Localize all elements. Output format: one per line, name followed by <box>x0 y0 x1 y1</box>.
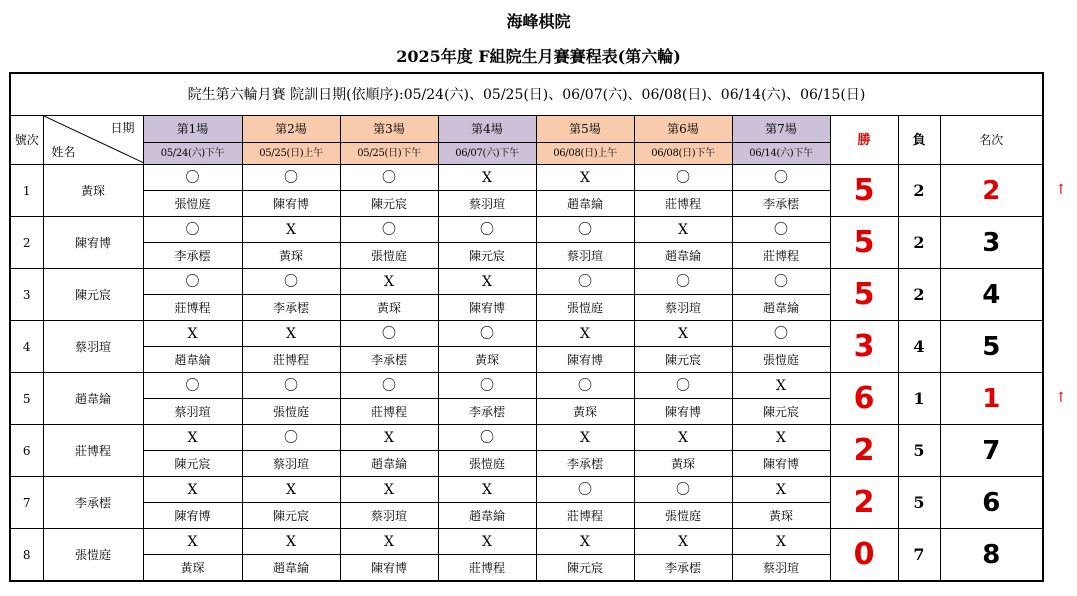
match-opponent: 李承橒 <box>634 555 732 582</box>
match-result: X <box>536 529 634 555</box>
match-result: X <box>242 477 340 503</box>
round-date: 06/08(日)下午 <box>634 143 732 165</box>
match-opponent: 莊博程 <box>634 191 732 217</box>
match-opponent: 莊博程 <box>732 243 830 269</box>
player-losses: 7 <box>898 529 940 582</box>
match-result: X <box>143 321 242 347</box>
match-result: 〇 <box>634 477 732 503</box>
match-opponent: 李承橒 <box>438 399 536 425</box>
match-opponent: 黃琛 <box>732 503 830 529</box>
match-result: 〇 <box>634 165 732 191</box>
match-opponent: 蔡羽瑄 <box>438 191 536 217</box>
match-opponent: 蔡羽瑄 <box>634 295 732 321</box>
match-opponent: 陳元宸 <box>634 347 732 373</box>
match-result: X <box>340 269 438 295</box>
match-opponent: 陳宥博 <box>340 555 438 582</box>
match-opponent: 趙韋綸 <box>634 243 732 269</box>
header-rank: 名次 <box>940 116 1043 165</box>
player-wins: 3 <box>830 321 898 373</box>
match-opponent: 陳宥博 <box>438 295 536 321</box>
match-result: 〇 <box>536 217 634 243</box>
match-result: 〇 <box>242 373 340 399</box>
match-opponent: 趙韋綸 <box>438 503 536 529</box>
match-result: X <box>438 529 536 555</box>
match-opponent: 陳宥博 <box>143 503 242 529</box>
match-result: X <box>536 165 634 191</box>
player-rank: 1 <box>940 373 1043 425</box>
match-result: X <box>143 477 242 503</box>
match-result: X <box>732 373 830 399</box>
match-opponent: 張愷庭 <box>438 451 536 477</box>
match-result: X <box>438 477 536 503</box>
match-result: 〇 <box>732 321 830 347</box>
match-result: X <box>732 477 830 503</box>
header-date: 日期 <box>110 121 135 135</box>
round-label: 第2場 <box>242 116 340 143</box>
page-title: 海峰棋院 <box>506 12 571 31</box>
rank-up-arrow-icon: ↑ <box>1055 181 1067 198</box>
match-opponent: 李承橒 <box>536 451 634 477</box>
match-result: 〇 <box>438 373 536 399</box>
player-wins: 6 <box>830 373 898 425</box>
player-no: 8 <box>10 529 43 582</box>
player-row <box>10 217 1043 243</box>
round-label: 第3場 <box>340 116 438 143</box>
match-opponent: 張愷庭 <box>536 295 634 321</box>
match-result: 〇 <box>634 269 732 295</box>
player-losses: 1 <box>898 373 940 425</box>
player-losses: 5 <box>898 425 940 477</box>
match-opponent: 李承橒 <box>340 347 438 373</box>
player-no: 7 <box>10 477 43 529</box>
round-date: 05/25(日)上午 <box>242 143 340 165</box>
match-result: 〇 <box>340 373 438 399</box>
match-result: X <box>438 269 536 295</box>
match-result: 〇 <box>340 165 438 191</box>
match-opponent: 蔡羽瑄 <box>536 243 634 269</box>
match-result: 〇 <box>143 217 242 243</box>
page-subtitle: 2025年度 F組院生月賽賽程表(第六輪) <box>396 47 681 66</box>
match-opponent: 張愷庭 <box>732 347 830 373</box>
match-opponent: 陳宥博 <box>242 191 340 217</box>
player-row <box>10 269 1043 295</box>
match-opponent: 黃琛 <box>438 347 536 373</box>
round-date: 06/07(六)下午 <box>438 143 536 165</box>
match-opponent: 陳宥博 <box>732 451 830 477</box>
match-opponent: 陳元宸 <box>143 451 242 477</box>
player-name: 蔡羽瑄 <box>43 321 143 373</box>
match-opponent: 黃琛 <box>340 295 438 321</box>
match-opponent: 黃琛 <box>536 399 634 425</box>
player-losses: 2 <box>898 165 940 217</box>
player-wins: 2 <box>830 425 898 477</box>
header-no: 號次 <box>10 116 43 165</box>
match-result: 〇 <box>242 269 340 295</box>
player-rank: 4 <box>940 269 1043 321</box>
match-opponent: 李承橒 <box>143 243 242 269</box>
match-opponent: 莊博程 <box>242 347 340 373</box>
round-date: 06/14(六)下午 <box>732 143 830 165</box>
schedule-banner: 院生第六輪月賽 院訓日期(依順序):05/24(六)、05/25(日)、06/07(六)、06/08(日)、06/14(六)、06/15(日) <box>10 73 1043 116</box>
match-result: 〇 <box>143 373 242 399</box>
match-result: 〇 <box>732 165 830 191</box>
player-wins: 2 <box>830 477 898 529</box>
match-opponent: 蔡羽瑄 <box>340 503 438 529</box>
match-opponent: 黃琛 <box>242 243 340 269</box>
match-result: 〇 <box>438 425 536 451</box>
player-wins: 5 <box>830 217 898 269</box>
match-result: X <box>634 529 732 555</box>
match-opponent: 莊博程 <box>340 399 438 425</box>
player-no: 3 <box>10 269 43 321</box>
header-name: 姓名 <box>51 145 76 159</box>
match-opponent: 陳元宸 <box>438 243 536 269</box>
match-result: X <box>340 529 438 555</box>
match-result: 〇 <box>536 373 634 399</box>
player-name: 莊博程 <box>43 425 143 477</box>
match-opponent: 張愷庭 <box>634 503 732 529</box>
player-row <box>10 477 1043 503</box>
match-result: X <box>438 165 536 191</box>
rank-up-arrow-icon: ↑ <box>1055 389 1067 406</box>
player-rank: 7 <box>940 425 1043 477</box>
match-opponent: 陳元宸 <box>732 399 830 425</box>
match-opponent: 莊博程 <box>536 503 634 529</box>
schedule-table <box>9 72 1044 582</box>
match-result: 〇 <box>732 217 830 243</box>
player-rank: 5 <box>940 321 1043 373</box>
player-wins: 5 <box>830 165 898 217</box>
match-result: 〇 <box>143 165 242 191</box>
match-result: X <box>732 529 830 555</box>
match-result: X <box>634 425 732 451</box>
match-opponent: 蔡羽瑄 <box>242 451 340 477</box>
match-result: X <box>242 321 340 347</box>
player-no: 2 <box>10 217 43 269</box>
round-date: 06/08(日)上午 <box>536 143 634 165</box>
match-opponent: 黃琛 <box>143 555 242 582</box>
player-row <box>10 165 1043 191</box>
match-result: X <box>143 529 242 555</box>
match-opponent: 蔡羽瑄 <box>143 399 242 425</box>
round-date: 05/24(六)下午 <box>143 143 242 165</box>
match-result: X <box>536 425 634 451</box>
match-opponent: 莊博程 <box>143 295 242 321</box>
match-result: X <box>536 321 634 347</box>
header-win: 勝 <box>830 116 898 165</box>
match-result: X <box>634 217 732 243</box>
player-row <box>10 373 1043 399</box>
player-name: 趙韋綸 <box>43 373 143 425</box>
player-rank: 6 <box>940 477 1043 529</box>
match-opponent: 趙韋綸 <box>536 191 634 217</box>
player-wins: 0 <box>830 529 898 582</box>
player-row <box>10 529 1043 555</box>
match-result: 〇 <box>242 425 340 451</box>
player-no: 4 <box>10 321 43 373</box>
match-result: X <box>634 321 732 347</box>
player-rank: 2 <box>940 165 1043 217</box>
round-date: 05/25(日)下午 <box>340 143 438 165</box>
header-diagonal-cell <box>43 116 143 165</box>
player-wins: 5 <box>830 269 898 321</box>
match-result: 〇 <box>634 373 732 399</box>
match-result: 〇 <box>143 269 242 295</box>
match-result: X <box>143 425 242 451</box>
player-losses: 5 <box>898 477 940 529</box>
player-name: 李承橒 <box>43 477 143 529</box>
match-opponent: 李承橒 <box>242 295 340 321</box>
header-loss: 負 <box>898 116 940 165</box>
match-opponent: 陳元宸 <box>340 191 438 217</box>
match-opponent: 陳元宸 <box>242 503 340 529</box>
match-result: X <box>242 217 340 243</box>
player-losses: 2 <box>898 269 940 321</box>
match-opponent: 趙韋綸 <box>340 451 438 477</box>
match-opponent: 趙韋綸 <box>143 347 242 373</box>
match-result: 〇 <box>242 165 340 191</box>
match-opponent: 趙韋綸 <box>242 555 340 582</box>
match-opponent: 趙韋綸 <box>732 295 830 321</box>
match-opponent: 陳元宸 <box>536 555 634 582</box>
match-result: X <box>732 425 830 451</box>
player-row <box>10 321 1043 347</box>
player-name: 陳宥博 <box>43 217 143 269</box>
round-label: 第7場 <box>732 116 830 143</box>
player-rank: 8 <box>940 529 1043 582</box>
match-opponent: 陳宥博 <box>634 399 732 425</box>
player-no: 5 <box>10 373 43 425</box>
player-losses: 4 <box>898 321 940 373</box>
match-opponent: 蔡羽瑄 <box>732 555 830 582</box>
player-no: 6 <box>10 425 43 477</box>
round-label: 第5場 <box>536 116 634 143</box>
player-rank: 3 <box>940 217 1043 269</box>
match-opponent: 張愷庭 <box>143 191 242 217</box>
player-name: 黃琛 <box>43 165 143 217</box>
match-result: 〇 <box>340 217 438 243</box>
match-result: 〇 <box>438 321 536 347</box>
match-opponent: 陳宥博 <box>536 347 634 373</box>
match-result: 〇 <box>536 477 634 503</box>
match-result: X <box>340 425 438 451</box>
match-opponent: 張愷庭 <box>340 243 438 269</box>
match-result: 〇 <box>732 269 830 295</box>
player-no: 1 <box>10 165 43 217</box>
round-label: 第4場 <box>438 116 536 143</box>
match-opponent: 李承橒 <box>732 191 830 217</box>
match-opponent: 張愷庭 <box>242 399 340 425</box>
player-row <box>10 425 1043 451</box>
match-result: X <box>340 477 438 503</box>
match-result: X <box>242 529 340 555</box>
player-name: 陳元宸 <box>43 269 143 321</box>
round-label: 第1場 <box>143 116 242 143</box>
player-losses: 2 <box>898 217 940 269</box>
match-result: 〇 <box>438 217 536 243</box>
match-result: 〇 <box>340 321 438 347</box>
match-result: 〇 <box>536 269 634 295</box>
player-name: 張愷庭 <box>43 529 143 582</box>
match-opponent: 黃琛 <box>634 451 732 477</box>
round-label: 第6場 <box>634 116 732 143</box>
match-opponent: 莊博程 <box>438 555 536 582</box>
